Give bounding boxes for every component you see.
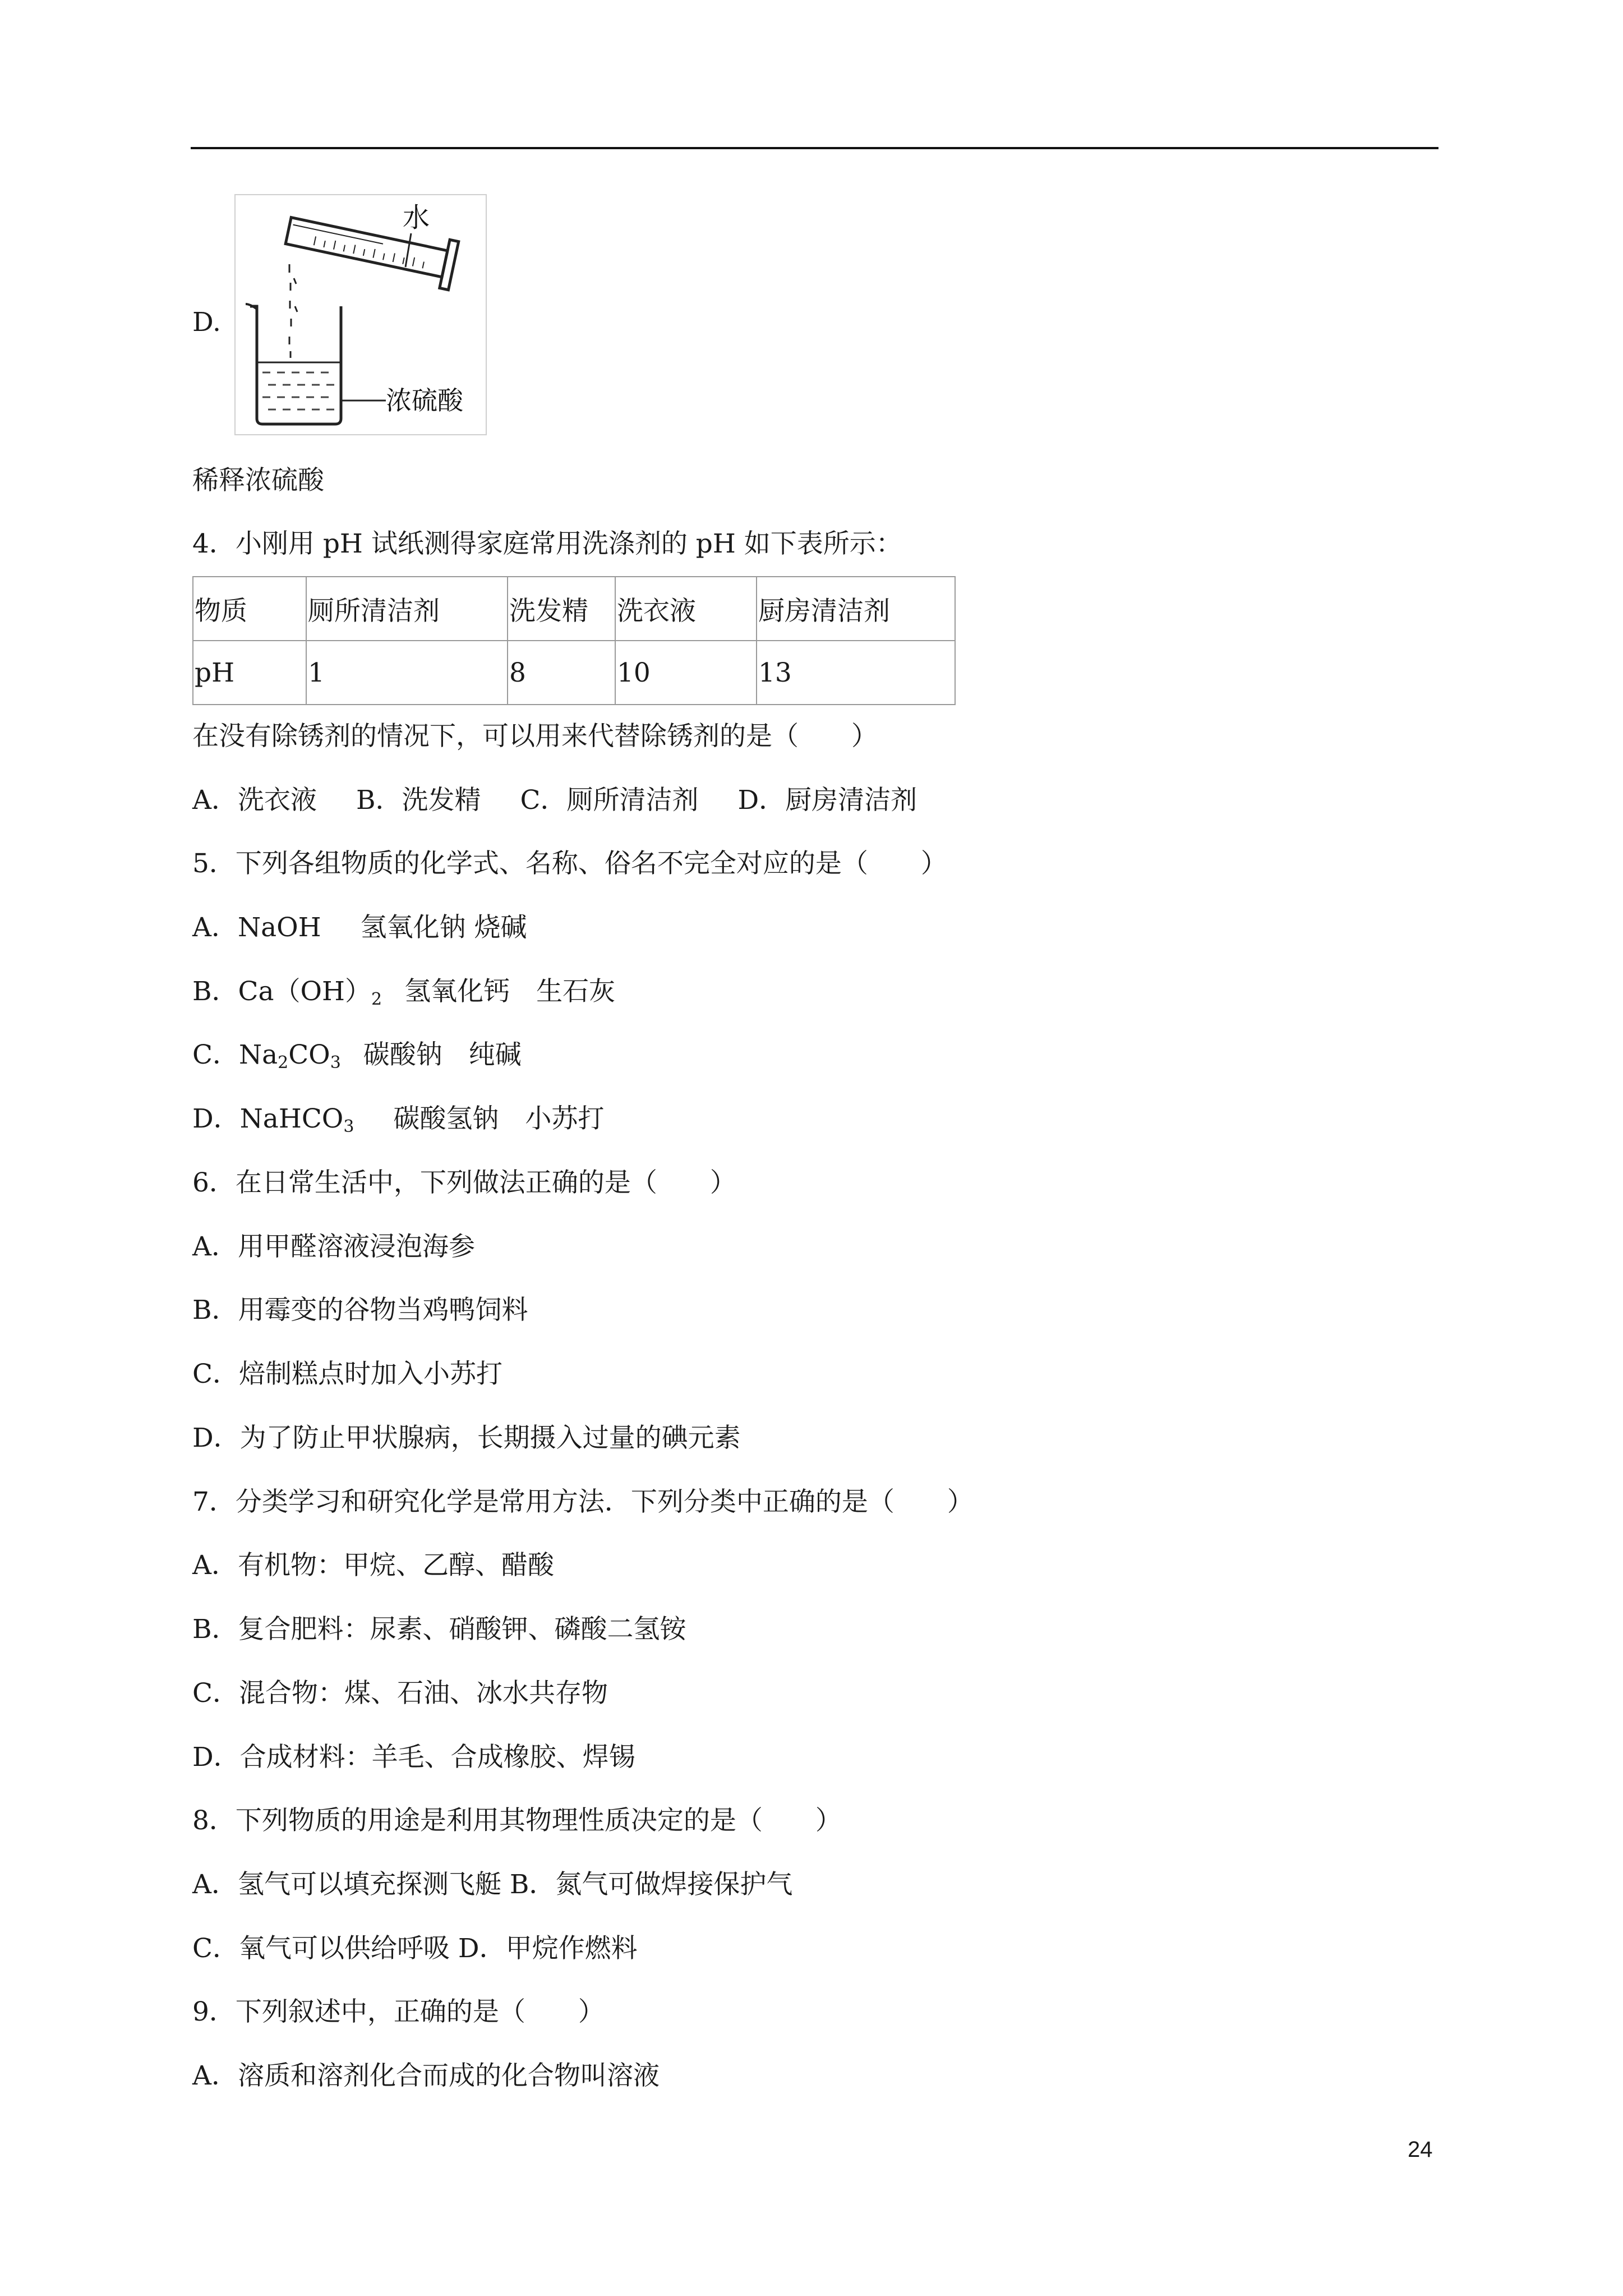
formula: A．NaOH (192, 912, 321, 943)
q4-option-c: C．厕所清洁剂 (520, 785, 699, 816)
q4-option-b: B．洗发精 (356, 785, 481, 816)
name-common: 氢氧化钙 生石灰 (404, 976, 616, 1007)
table-header: 洗发精 (508, 577, 615, 641)
dilution-figure (234, 194, 487, 435)
name-common: 氢氧化钠 烧碱 (360, 912, 527, 943)
q9-option-a: A．溶质和溶剂化合而成的化合物叫溶液 (192, 2060, 660, 2091)
q7-option-d: D．合成材料：羊毛、合成橡胶、焊锡 (192, 1742, 635, 1773)
table-cell: pH (193, 641, 306, 705)
q8-stem: 8．下列物质的用途是利用其物理性质决定的是（ ） (192, 1805, 842, 1836)
table-cell: 1 (306, 641, 508, 705)
table-row (193, 577, 955, 641)
q4-option-a: A．洗衣液 (192, 785, 317, 816)
name-common: 碳酸氢钠 小苏打 (393, 1103, 605, 1134)
q5-option-a (192, 911, 527, 945)
subscript: 3 (330, 1053, 341, 1073)
table-row (193, 641, 955, 705)
formula: D．NaHCO (192, 1103, 344, 1134)
header-rule (191, 147, 1438, 149)
option-d-label: D. (192, 307, 221, 338)
q7-option-a: A．有机物：甲烷、乙醇、醋酸 (192, 1550, 554, 1581)
q4-options (192, 784, 917, 817)
q6-option-c: C．焙制糕点时加入小苏打 (192, 1359, 502, 1389)
beaker-cylinder-illustration (234, 194, 487, 435)
q5-option-d (192, 1102, 604, 1144)
q4-question: 在没有除锈剂的情况下，可以用来代替除锈剂的是（ ） (192, 721, 878, 752)
page-number: 24 (1408, 2137, 1433, 2162)
q7-option-b: B．复合肥料：尿素、硝酸钾、磷酸二氢铵 (192, 1614, 686, 1645)
table-cell: 13 (757, 641, 955, 705)
q6-option-d: D．为了防止甲状腺病，长期摄入过量的碘元素 (192, 1423, 741, 1453)
name-common: 碳酸钠 纯碱 (363, 1039, 522, 1070)
table-header: 厨房清洁剂 (757, 577, 955, 641)
label-water: 水 (403, 202, 430, 233)
table-cell: 8 (508, 641, 615, 705)
table-header: 洗衣液 (615, 577, 757, 641)
formula: C．Na (192, 1039, 278, 1070)
q5-stem: 5．下列各组物质的化学式、名称、俗名不完全对应的是（ ） (192, 848, 947, 879)
label-acid: 浓硫酸 (386, 385, 463, 416)
q8-options-ab: A．氢气可以填充探测飞艇 B．氮气可做焊接保护气 (192, 1869, 793, 1900)
formula-part: CO (288, 1039, 330, 1070)
q6-option-b: B．用霉变的谷物当鸡鸭饲料 (192, 1295, 528, 1326)
table-cell: 10 (615, 641, 757, 705)
q8-options-cd: C．氧气可以供给呼吸 D．甲烷作燃料 (192, 1933, 638, 1964)
q6-option-a: A．用甲醛溶液浸泡海参 (192, 1231, 475, 1262)
q5-option-c (192, 1038, 522, 1080)
q5-option-b (192, 975, 615, 1016)
formula: B．Ca（OH） (192, 976, 372, 1007)
subscript: 3 (343, 1117, 354, 1137)
ph-table (192, 576, 956, 705)
q4-option-d: D．厨房清洁剂 (737, 785, 917, 816)
q7-option-c: C．混合物：煤、石油、冰水共存物 (192, 1678, 608, 1709)
subscript: 2 (278, 1053, 289, 1073)
q7-stem: 7．分类学习和研究化学是常用方法．下列分类中正确的是（ ） (192, 1487, 974, 1517)
q6-stem: 6．在日常生活中，下列做法正确的是（ ） (192, 1167, 736, 1198)
table-header: 厕所清洁剂 (306, 577, 508, 641)
q9-stem: 9．下列叙述中，正确的是（ ） (192, 1996, 605, 2027)
q4-stem: 4．小刚用 pH 试纸测得家庭常用洗涤剂的 pH 如下表所示： (192, 528, 902, 559)
subscript: 2 (371, 990, 382, 1009)
figure-caption: 稀释浓硫酸 (192, 465, 324, 496)
table-header: 物质 (193, 577, 306, 641)
